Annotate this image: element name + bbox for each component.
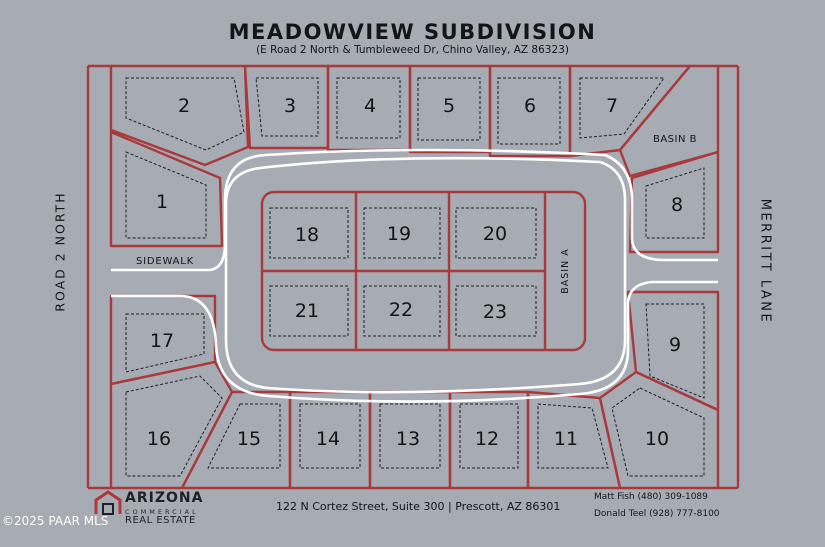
basin-a-label: BASIN A [560, 248, 571, 294]
contact-donald: Donald Teel (928) 777-8100 [594, 509, 720, 519]
lot-1-label: 1 [155, 191, 169, 213]
basin-b-label: BASIN B [652, 134, 698, 145]
page-subtitle: (E Road 2 North & Tumbleweed Dr, Chino Valley, AZ 86323) [256, 44, 569, 56]
lot-23-label: 23 [482, 301, 508, 323]
lot-21-label: 21 [294, 300, 320, 322]
lot-17-label: 17 [149, 330, 175, 352]
road-label-west: ROAD 2 NORTH [52, 191, 68, 312]
lot-18-label: 18 [294, 224, 320, 246]
sidewalk-label: SIDEWALK [135, 256, 195, 267]
lot-9-label: 9 [668, 334, 682, 356]
lot-6-label: 6 [523, 95, 537, 117]
page-title: MEADOWVIEW SUBDIVISION [228, 20, 597, 44]
contact-matt: Matt Fish (480) 309-1089 [594, 492, 708, 502]
basin-b-boundary [620, 66, 718, 176]
lot-15-label: 15 [236, 428, 262, 450]
lot-16-label: 16 [146, 428, 172, 450]
lot-13-label: 13 [395, 428, 421, 450]
brand-line-2: COMMERCIAL [125, 508, 199, 516]
brand-line-3: REAL ESTATE [125, 515, 196, 526]
lot-22-label: 22 [388, 299, 414, 321]
lot-11-label: 11 [553, 428, 579, 450]
lot-3-label: 3 [283, 95, 297, 117]
lot-14-label: 14 [315, 428, 341, 450]
mls-copyright-watermark: ©2025 PAAR MLS [2, 514, 109, 528]
lot-5-label: 5 [442, 95, 456, 117]
lot-12-label: 12 [474, 428, 500, 450]
road-label-east: MERRITT LANE [757, 198, 773, 325]
lot-8-label: 8 [670, 194, 684, 216]
lot-10-label: 10 [644, 428, 670, 450]
lot-7-label: 7 [605, 95, 619, 117]
office-address: 122 N Cortez Street, Suite 300 | Prescott, AZ 86301 [276, 500, 561, 513]
lot-7-envelope [580, 78, 664, 138]
lot-4-label: 4 [363, 95, 377, 117]
brand-logo-icon [96, 492, 120, 514]
road-outer-edge-south [111, 282, 718, 402]
lot-2-label: 2 [177, 95, 191, 117]
lot-19-label: 19 [386, 223, 412, 245]
brand-line-1: ARIZONA [125, 490, 204, 506]
lot-20-label: 20 [482, 223, 508, 245]
lot-1-boundary [111, 132, 222, 246]
lot-16-envelope [126, 376, 222, 476]
